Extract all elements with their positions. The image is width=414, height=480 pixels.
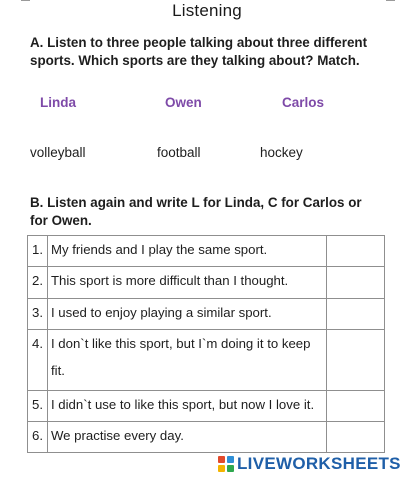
answer-cell[interactable] xyxy=(327,330,385,391)
table-row xyxy=(28,299,385,330)
match-name-owen[interactable]: Owen xyxy=(165,95,202,110)
logo-text: LIVEWORKSHEETS xyxy=(237,454,401,473)
liveworksheets-logo[interactable] xyxy=(218,454,401,474)
table-row xyxy=(28,330,385,391)
answer-cell[interactable] xyxy=(327,267,385,299)
row-number: 3. xyxy=(28,299,48,330)
statement-text: We practise every day. xyxy=(47,422,326,453)
match-name-carlos[interactable]: Carlos xyxy=(282,95,325,110)
statement-line-1: I don`t like this sport, but I`m doing it to keep xyxy=(50,336,311,351)
match-sport-football[interactable]: football xyxy=(157,145,201,160)
row-number: 4. xyxy=(28,330,48,391)
page-title: Listening xyxy=(172,1,242,20)
match-sport-hockey[interactable]: hockey xyxy=(260,145,303,160)
row-number: 5. xyxy=(28,391,48,422)
answer-cell[interactable] xyxy=(327,422,385,453)
match-sport-volleyball[interactable]: volleyball xyxy=(30,145,86,160)
table-row xyxy=(28,236,385,267)
statements-table xyxy=(27,235,385,453)
statement-text: This sport is more difficult than I thought. xyxy=(47,267,326,299)
match-name-linda[interactable]: Linda xyxy=(40,95,76,110)
row-number: 1. xyxy=(28,236,48,267)
answer-cell[interactable] xyxy=(327,391,385,422)
table-row xyxy=(28,422,385,453)
row-number: 6. xyxy=(28,422,48,453)
answer-cell[interactable] xyxy=(327,299,385,330)
table-row xyxy=(28,267,385,299)
statement-line-2: fit. xyxy=(50,363,65,378)
statement-text: My friends and I play the same sport. xyxy=(47,236,326,267)
answer-cell[interactable] xyxy=(327,236,385,267)
row-number: 2. xyxy=(28,267,48,299)
section-a-instruction: A. Listen to three people talking about three different sports. Which sports are they talking about? Match. xyxy=(30,35,368,68)
section-b-instruction: B. Listen again and write L for Linda, C for Carlos or for Owen. xyxy=(30,195,362,228)
statement-text: I used to enjoy playing a similar sport. xyxy=(47,299,326,330)
table-row xyxy=(28,391,385,422)
liveworksheets-logo-icon xyxy=(218,456,234,472)
statement-text: I didn`t use to like this sport, but now I love it. xyxy=(47,391,326,422)
statement-text xyxy=(47,330,326,391)
